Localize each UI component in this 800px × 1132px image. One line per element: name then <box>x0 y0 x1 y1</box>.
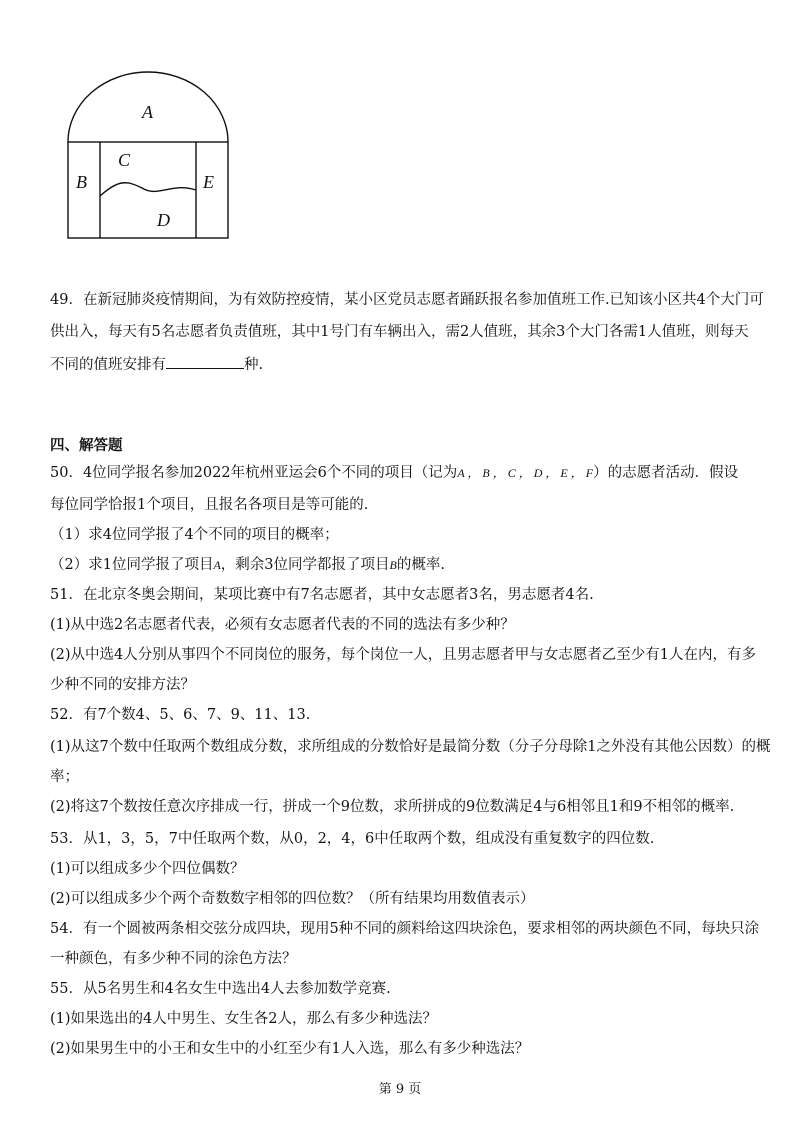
q50-var-b: B <box>389 558 397 572</box>
q54-line-2: 一种颜色，有多少种不同的涂色方法？ <box>50 951 297 967</box>
q50-line-1 <box>50 463 752 483</box>
q50-line-4-pre: （2）求1位同学报了项目 <box>50 557 214 573</box>
q49-line-3-pre: 不同的值班安排有 <box>50 357 166 373</box>
q49-line-3 <box>50 354 752 375</box>
q49-line-3-post: 种. <box>244 357 264 373</box>
label-b: B <box>76 172 87 192</box>
label-a: A <box>142 102 153 122</box>
q50-line-2: 每位同学恰报1个项目，且报名各项目是等可能的. <box>50 497 369 513</box>
label-d: D <box>157 210 170 230</box>
q53-line-1: 53．从1，3，5，7中任取两个数，从0，2，4，6中任取两个数，组成没有重复数字的四位数. <box>50 831 655 847</box>
q55-line-1: 55．从5名男生和4名女生中选出4人去参加数学竞赛. <box>50 981 391 997</box>
q51-line-1: 51．在北京冬奥会期间，某项比赛中有7名志愿者，其中女志愿者3名，男志愿者4名. <box>50 587 594 603</box>
region-diagram <box>60 70 240 245</box>
q52-line-3: 率； <box>50 769 79 785</box>
label-e: E <box>203 172 214 192</box>
q50-var-a: A <box>213 558 221 572</box>
q50-line-4-mid: ，剩余3位同学都报了项目 <box>220 557 390 573</box>
label-c: C <box>118 150 131 170</box>
q55-line-2: (1)如果选出的4人中男生、女生各2人，那么有多少种选法？ <box>50 1011 437 1027</box>
q50-line-4 <box>50 555 752 575</box>
q55-line-3: (2)如果男生中的小王和女生中的小红至少有1人入选，那么有多少种选法？ <box>50 1041 530 1057</box>
q51-line-2: (1)从中选2名志愿者代表，必须有女志愿者代表的不同的选法有多少种？ <box>50 617 515 633</box>
wavy-divider <box>100 183 196 196</box>
answer-blank[interactable] <box>166 354 244 369</box>
q53-line-3: (2)可以组成多少个两个奇数数字相邻的四位数？（所有结果均用数值表示） <box>50 891 535 907</box>
q54-line-1: 54．有一个圆被两条相交弦分成四块，现用5种不同的颜料给这四块涂色，要求相邻的两块颜色不同，每块只涂 <box>50 921 760 937</box>
q52-line-4: (2)将这7个数按任意次序排成一行，拼成一个9位数，求所拼成的9位数满足4与6相邻且1和9不相邻的概率. <box>50 799 735 815</box>
q53-line-2: (1)可以组成多少个四位偶数？ <box>50 861 245 877</box>
q52-line-2: (1)从这7个数中任取两个数组成分数，求所组成的分数恰好是最简分数（分子分母除1之外没有其他公因数）的概 <box>50 739 771 755</box>
region-diagram-svg <box>60 70 240 245</box>
q52-line-1: 52．有7个数4、5、6、7、9、11、13. <box>50 707 311 723</box>
section-title: 四、解答题 <box>50 437 123 454</box>
q49-line-1: 49．在新冠肺炎疫情期间，为有效防控疫情，某小区党员志愿者踊跃报名参加值班工作.已知该小区共4个大门可 <box>50 292 764 308</box>
q49-line-2: 供出入，每天有5名志愿者负责值班，其中1号门有车辆出入，需2人值班，其余3个大门各需1人值班，则每天 <box>50 324 749 340</box>
q51-line-4: 少种不同的安排方法？ <box>50 677 195 693</box>
q50-line-4-post: 的概率. <box>396 557 445 573</box>
q50-line-3: （1）求4位同学报了4个不同的项目的概率； <box>50 527 339 543</box>
q50-line-1-post: ）的志愿者活动．假设 <box>593 465 739 481</box>
q50-line-1-pre: 50．4位同学报名参加2022年杭州亚运会6个不同的项目（记为 <box>50 465 458 481</box>
q51-line-3: (2)从中选4人分别从事四个不同岗位的服务，每个岗位一人，且男志愿者甲与女志愿者乙至少有1人在内，有多 <box>50 647 756 663</box>
page-number: 第 9 页 <box>378 1082 422 1097</box>
q50-vars: A ， B ， C ， D ， E ， F <box>457 466 594 480</box>
